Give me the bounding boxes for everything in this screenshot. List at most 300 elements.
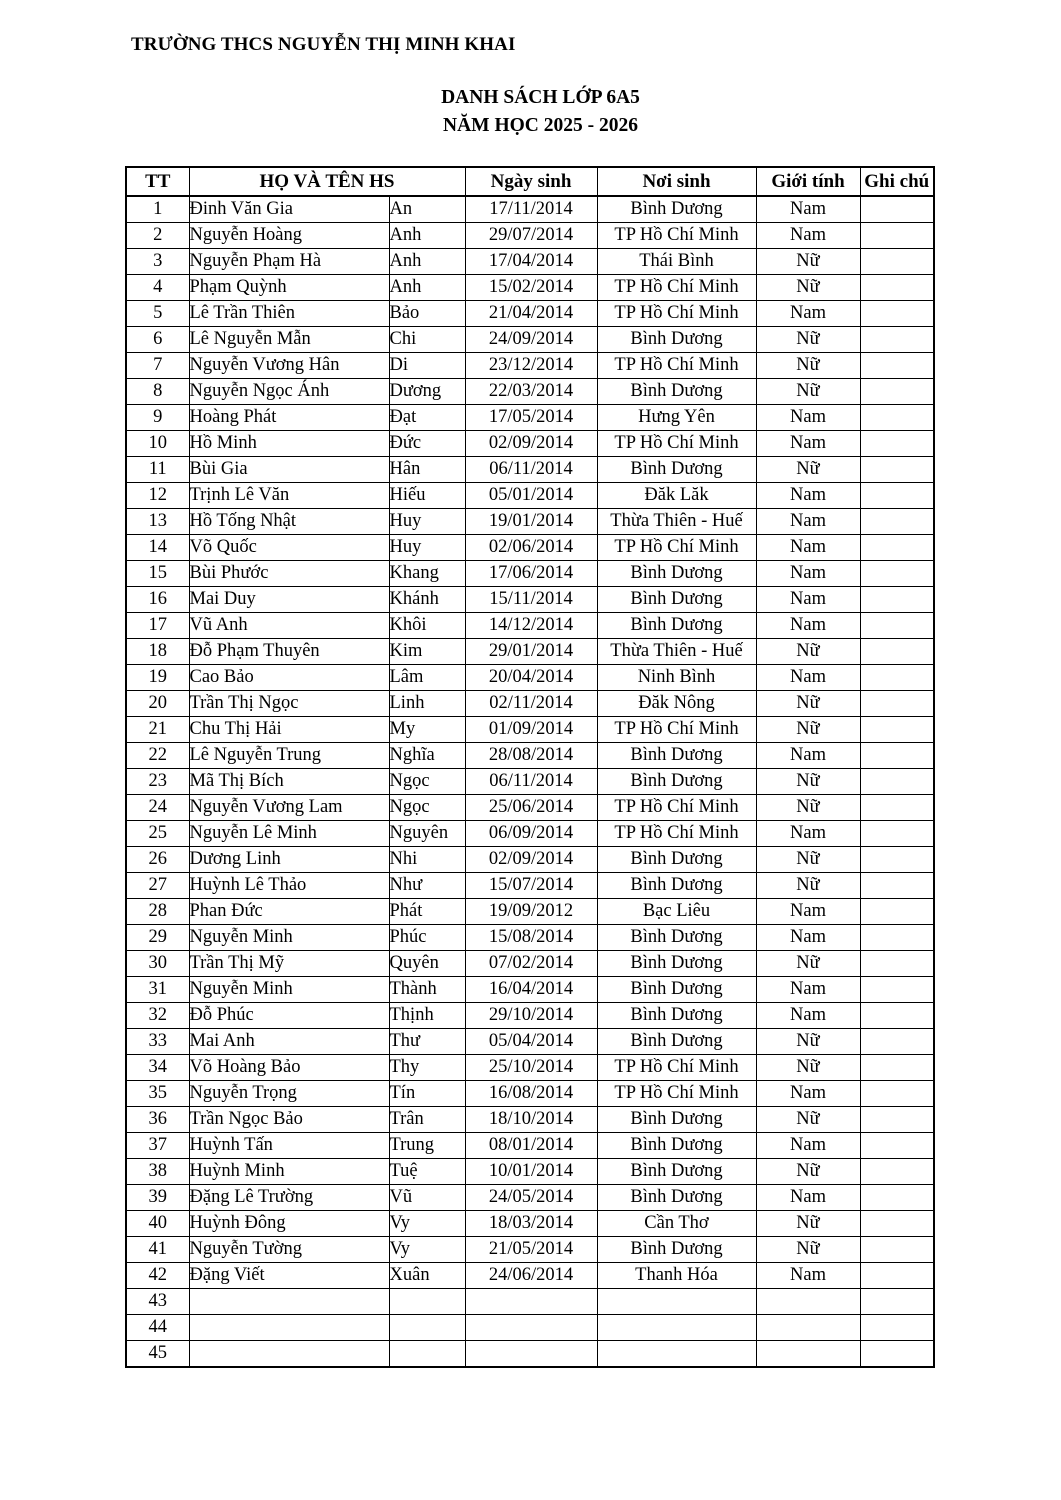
date-of-birth: 01/09/2014 [465,717,597,743]
student-given-name: Đức [389,431,465,457]
student-surname: Phan Đức [189,899,389,925]
gender: Nữ [756,457,860,483]
note-cell [860,457,934,483]
note-cell [860,717,934,743]
note-cell [860,431,934,457]
student-given-name: Hiếu [389,483,465,509]
gender: Nữ [756,639,860,665]
note-cell [860,1133,934,1159]
place-of-birth: Bình Dương [597,561,756,587]
place-of-birth: Bình Dương [597,873,756,899]
table-row [126,327,934,353]
student-given-name: Dương [389,379,465,405]
gender: Nam [756,613,860,639]
gender: Nam [756,1133,860,1159]
note-cell [860,691,934,717]
student-surname: Mai Duy [189,587,389,613]
date-of-birth [465,1289,597,1315]
gender: Nam [756,1263,860,1289]
note-cell [860,1341,934,1368]
place-of-birth [597,1289,756,1315]
row-number: 14 [126,535,189,561]
student-given-name: Vy [389,1237,465,1263]
date-of-birth: 18/10/2014 [465,1107,597,1133]
note-cell [860,899,934,925]
gender: Nữ [756,249,860,275]
table-row [126,1159,934,1185]
date-of-birth: 15/11/2014 [465,587,597,613]
student-surname: Nguyễn Lê Minh [189,821,389,847]
note-cell [860,1107,934,1133]
place-of-birth: Bình Dương [597,379,756,405]
table-row [126,873,934,899]
student-surname: Đỗ Phạm Thuyên [189,639,389,665]
student-given-name: Khánh [389,587,465,613]
student-surname: Chu Thị Hải [189,717,389,743]
note-cell [860,795,934,821]
place-of-birth [597,1315,756,1341]
date-of-birth: 22/03/2014 [465,379,597,405]
gender: Nữ [756,1055,860,1081]
gender: Nam [756,535,860,561]
student-given-name: Nguyên [389,821,465,847]
student-surname: Hoàng Phát [189,405,389,431]
student-given-name: Tín [389,1081,465,1107]
note-cell [860,873,934,899]
note-cell [860,1081,934,1107]
student-given-name: Bảo [389,301,465,327]
date-of-birth [465,1315,597,1341]
student-surname: Trịnh Lê Văn [189,483,389,509]
student-given-name: Anh [389,223,465,249]
note-cell [860,196,934,223]
place-of-birth: Đăk Lăk [597,483,756,509]
date-of-birth: 25/10/2014 [465,1055,597,1081]
note-cell [860,1263,934,1289]
document-title: DANH SÁCH LỚP 6A5 [441,87,640,108]
table-row [126,431,934,457]
date-of-birth: 05/01/2014 [465,483,597,509]
header-place-of-birth: Nơi sinh [597,167,756,196]
date-of-birth: 02/09/2014 [465,431,597,457]
table-row [126,587,934,613]
note-cell [860,249,934,275]
student-surname: Phạm Quỳnh [189,275,389,301]
student-given-name: Ngọc [389,795,465,821]
table-row [126,196,934,223]
note-cell [860,1211,934,1237]
header-full-name: HỌ VÀ TÊN HS [189,167,465,196]
date-of-birth [465,1341,597,1368]
table-row [126,795,934,821]
note-cell [860,1237,934,1263]
date-of-birth: 06/09/2014 [465,821,597,847]
row-number: 44 [126,1315,189,1341]
student-surname: Đặng Lê Trường [189,1185,389,1211]
date-of-birth: 29/01/2014 [465,639,597,665]
place-of-birth [597,1341,756,1368]
place-of-birth: TP Hồ Chí Minh [597,717,756,743]
place-of-birth: Bình Dương [597,1029,756,1055]
table-row [126,1237,934,1263]
student-surname: Nguyễn Vương Hân [189,353,389,379]
date-of-birth: 24/06/2014 [465,1263,597,1289]
row-number: 8 [126,379,189,405]
place-of-birth: Bình Dương [597,951,756,977]
header-tt: TT [126,167,189,196]
table-row [126,899,934,925]
table-row [126,301,934,327]
student-given-name: Quyên [389,951,465,977]
student-surname [189,1315,389,1341]
student-surname: Lê Trần Thiên [189,301,389,327]
student-surname: Nguyễn Trọng [189,1081,389,1107]
date-of-birth: 14/12/2014 [465,613,597,639]
row-number: 6 [126,327,189,353]
student-surname: Huỳnh Tấn [189,1133,389,1159]
student-surname: Nguyễn Minh [189,925,389,951]
place-of-birth: TP Hồ Chí Minh [597,795,756,821]
table-row [126,405,934,431]
date-of-birth: 16/04/2014 [465,977,597,1003]
gender: Nữ [756,873,860,899]
date-of-birth: 23/12/2014 [465,353,597,379]
place-of-birth: TP Hồ Chí Minh [597,353,756,379]
gender: Nữ [756,327,860,353]
date-of-birth: 19/09/2012 [465,899,597,925]
student-surname: Nguyễn Minh [189,977,389,1003]
table-row [126,665,934,691]
student-surname: Mã Thị Bích [189,769,389,795]
row-number: 41 [126,1237,189,1263]
date-of-birth: 08/01/2014 [465,1133,597,1159]
header-gender: Giới tính [756,167,860,196]
table-row [126,379,934,405]
student-surname: Võ Hoàng Bảo [189,1055,389,1081]
student-given-name [389,1289,465,1315]
date-of-birth: 06/11/2014 [465,769,597,795]
table-row [126,353,934,379]
row-number: 3 [126,249,189,275]
note-cell [860,1289,934,1315]
date-of-birth: 15/02/2014 [465,275,597,301]
student-given-name: Khang [389,561,465,587]
student-given-name: Lâm [389,665,465,691]
note-cell [860,847,934,873]
place-of-birth: Bình Dương [597,587,756,613]
row-number: 24 [126,795,189,821]
table-row [126,1211,934,1237]
note-cell [860,1029,934,1055]
table-row [126,925,934,951]
place-of-birth: Bình Dương [597,196,756,223]
student-given-name: Thành [389,977,465,1003]
note-cell [860,301,934,327]
student-given-name: Thư [389,1029,465,1055]
date-of-birth: 29/07/2014 [465,223,597,249]
place-of-birth: Đăk Nông [597,691,756,717]
student-given-name: Hân [389,457,465,483]
table-row [126,1003,934,1029]
gender: Nữ [756,1107,860,1133]
note-cell [860,821,934,847]
note-cell [860,743,934,769]
gender: Nữ [756,951,860,977]
table-header-row [126,167,934,196]
student-surname [189,1341,389,1368]
gender: Nam [756,1003,860,1029]
row-number: 42 [126,1263,189,1289]
date-of-birth: 16/08/2014 [465,1081,597,1107]
row-number: 36 [126,1107,189,1133]
gender: Nữ [756,847,860,873]
gender: Nam [756,587,860,613]
student-given-name: Huy [389,535,465,561]
student-surname: Huỳnh Lê Thảo [189,873,389,899]
place-of-birth: Bình Dương [597,613,756,639]
row-number: 25 [126,821,189,847]
student-given-name: Khôi [389,613,465,639]
table-row [126,691,934,717]
note-cell [860,1055,934,1081]
student-given-name: Chi [389,327,465,353]
note-cell [860,327,934,353]
note-cell [860,275,934,301]
table-row [126,249,934,275]
date-of-birth: 17/05/2014 [465,405,597,431]
gender: Nam [756,743,860,769]
row-number: 43 [126,1289,189,1315]
row-number: 31 [126,977,189,1003]
header-date-of-birth: Ngày sinh [465,167,597,196]
date-of-birth: 07/02/2014 [465,951,597,977]
row-number: 38 [126,1159,189,1185]
place-of-birth: Thái Bình [597,249,756,275]
gender: Nam [756,196,860,223]
gender: Nam [756,561,860,587]
gender: Nữ [756,379,860,405]
note-cell [860,1185,934,1211]
row-number: 22 [126,743,189,769]
date-of-birth: 20/04/2014 [465,665,597,691]
place-of-birth: Bình Dương [597,977,756,1003]
row-number: 13 [126,509,189,535]
student-surname: Nguyễn Phạm Hà [189,249,389,275]
gender [756,1341,860,1368]
student-given-name: Nhi [389,847,465,873]
gender: Nam [756,223,860,249]
student-surname: Bùi Phước [189,561,389,587]
table-row [126,1107,934,1133]
student-given-name [389,1341,465,1368]
date-of-birth: 29/10/2014 [465,1003,597,1029]
note-cell [860,405,934,431]
gender: Nam [756,899,860,925]
student-surname: Lê Nguyễn Trung [189,743,389,769]
note-cell [860,639,934,665]
date-of-birth: 21/05/2014 [465,1237,597,1263]
gender: Nữ [756,353,860,379]
student-surname: Nguyễn Tường [189,1237,389,1263]
row-number: 19 [126,665,189,691]
table-row [126,275,934,301]
place-of-birth: Bình Dương [597,1237,756,1263]
date-of-birth: 02/11/2014 [465,691,597,717]
date-of-birth: 25/06/2014 [465,795,597,821]
place-of-birth: TP Hồ Chí Minh [597,275,756,301]
table-row [126,509,934,535]
gender: Nam [756,925,860,951]
place-of-birth: Cần Thơ [597,1211,756,1237]
gender [756,1289,860,1315]
note-cell [860,353,934,379]
row-number: 27 [126,873,189,899]
place-of-birth: Bạc Liêu [597,899,756,925]
row-number: 29 [126,925,189,951]
date-of-birth: 28/08/2014 [465,743,597,769]
gender: Nữ [756,717,860,743]
row-number: 18 [126,639,189,665]
note-cell [860,509,934,535]
place-of-birth: TP Hồ Chí Minh [597,301,756,327]
student-given-name: Thy [389,1055,465,1081]
student-surname: Trần Thị Ngọc [189,691,389,717]
place-of-birth: Bình Dương [597,1003,756,1029]
table-row [126,821,934,847]
place-of-birth: Bình Dương [597,457,756,483]
date-of-birth: 15/07/2014 [465,873,597,899]
place-of-birth: Bình Dương [597,847,756,873]
row-number: 30 [126,951,189,977]
student-given-name: Linh [389,691,465,717]
date-of-birth: 10/01/2014 [465,1159,597,1185]
note-cell [860,925,934,951]
note-cell [860,951,934,977]
student-given-name: Phúc [389,925,465,951]
row-number: 32 [126,1003,189,1029]
student-given-name: Thịnh [389,1003,465,1029]
student-given-name: Anh [389,249,465,275]
table-row [126,1029,934,1055]
date-of-birth: 24/05/2014 [465,1185,597,1211]
place-of-birth: Bình Dương [597,925,756,951]
place-of-birth: TP Hồ Chí Minh [597,223,756,249]
row-number: 21 [126,717,189,743]
student-surname: Đinh Văn Gia [189,196,389,223]
row-number: 11 [126,457,189,483]
student-roster-table [125,166,935,1368]
student-surname: Trần Ngọc Bảo [189,1107,389,1133]
student-given-name: Trung [389,1133,465,1159]
note-cell [860,977,934,1003]
table-row [126,717,934,743]
table-row [126,951,934,977]
table-row [126,1081,934,1107]
row-number: 12 [126,483,189,509]
date-of-birth: 21/04/2014 [465,301,597,327]
school-year: NĂM HỌC 2025 - 2026 [443,115,638,136]
note-cell [860,613,934,639]
date-of-birth: 24/09/2014 [465,327,597,353]
place-of-birth: TP Hồ Chí Minh [597,431,756,457]
place-of-birth: Thừa Thiên - Huế [597,639,756,665]
student-given-name: Di [389,353,465,379]
row-number: 26 [126,847,189,873]
student-given-name: Kim [389,639,465,665]
student-given-name: Vy [389,1211,465,1237]
gender: Nữ [756,795,860,821]
student-surname: Nguyễn Ngọc Ánh [189,379,389,405]
note-cell [860,223,934,249]
student-given-name: Phát [389,899,465,925]
table-row [126,743,934,769]
note-cell [860,1159,934,1185]
gender: Nam [756,431,860,457]
student-surname: Trần Thị Mỹ [189,951,389,977]
place-of-birth: Bình Dương [597,1133,756,1159]
gender: Nam [756,977,860,1003]
row-number: 23 [126,769,189,795]
place-of-birth: TP Hồ Chí Minh [597,821,756,847]
note-cell [860,483,934,509]
student-surname: Lê Nguyễn Mẫn [189,327,389,353]
school-name: TRƯỜNG THCS NGUYỄN THỊ MINH KHAI [131,34,516,55]
table-row [126,977,934,1003]
gender: Nam [756,483,860,509]
student-given-name: Trân [389,1107,465,1133]
row-number: 45 [126,1341,189,1368]
row-number: 5 [126,301,189,327]
student-given-name: Anh [389,275,465,301]
student-surname: Mai Anh [189,1029,389,1055]
student-given-name: Ngọc [389,769,465,795]
row-number: 2 [126,223,189,249]
student-given-name: Nghĩa [389,743,465,769]
row-number: 20 [126,691,189,717]
table-row [126,457,934,483]
row-number: 7 [126,353,189,379]
student-given-name: An [389,196,465,223]
date-of-birth: 17/06/2014 [465,561,597,587]
table-row [126,223,934,249]
date-of-birth: 06/11/2014 [465,457,597,483]
table-row [126,1185,934,1211]
table-row [126,1315,934,1341]
date-of-birth: 02/09/2014 [465,847,597,873]
row-number: 39 [126,1185,189,1211]
table-row [126,561,934,587]
date-of-birth: 19/01/2014 [465,509,597,535]
gender: Nam [756,509,860,535]
student-surname: Đỗ Phúc [189,1003,389,1029]
gender [756,1315,860,1341]
date-of-birth: 17/04/2014 [465,249,597,275]
gender: Nữ [756,769,860,795]
student-surname: Huỳnh Đông [189,1211,389,1237]
student-surname: Bùi Gia [189,457,389,483]
gender: Nữ [756,1237,860,1263]
student-surname: Cao Bảo [189,665,389,691]
row-number: 35 [126,1081,189,1107]
place-of-birth: TP Hồ Chí Minh [597,1081,756,1107]
row-number: 16 [126,587,189,613]
student-given-name: My [389,717,465,743]
student-surname: Võ Quốc [189,535,389,561]
note-cell [860,769,934,795]
roster-body [126,196,934,1367]
note-cell [860,1003,934,1029]
table-row [126,769,934,795]
